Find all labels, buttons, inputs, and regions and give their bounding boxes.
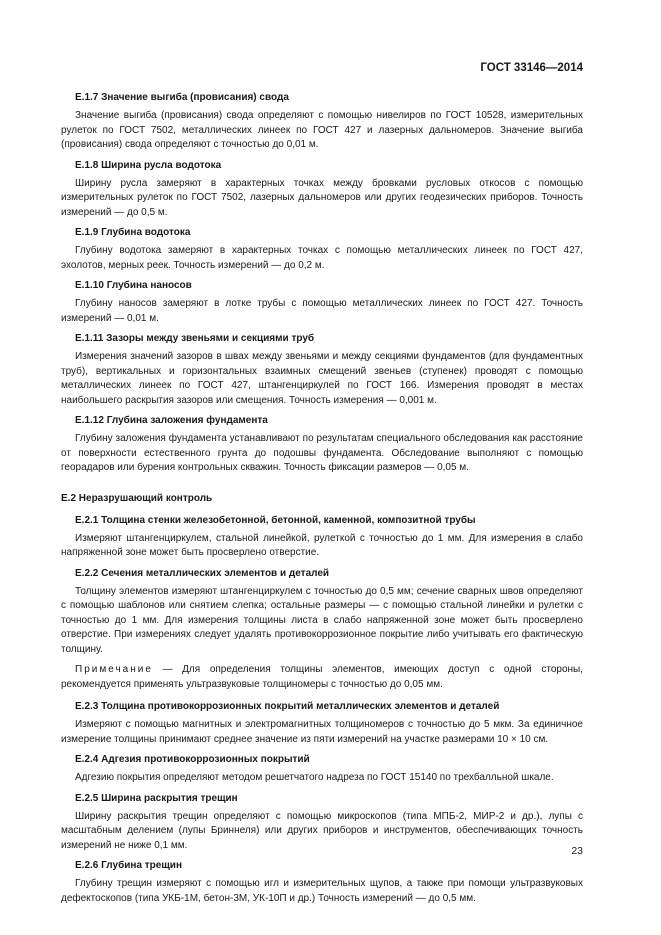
section-e1-10: [61, 279, 583, 326]
section-heading: Е.1.9 Глубина водотока: [75, 227, 191, 238]
section-text: Измерения значений зазоров в швах между звеньями и между секциями фундаментов (для фундаментных труб), вертикальных и горизонтальных взаимных смещений звеньев (ступенек) проводят с помощью металлических линеек по ГОСТ 427, штангенциркулей по ГОСТ 166. Измерения проводят в местах наибольшего раскрытия зазоров или смещения. Точность измерения — 0,001 м.: [61, 351, 583, 406]
section-heading: Е.2.1 Толщина стенки железобетонной, бетонной, каменной, композитной трубы: [75, 514, 476, 526]
section-e2-5: [61, 792, 583, 854]
section-heading: Е.1.12 Глубина заложения фундамента: [75, 415, 268, 426]
section-heading: Е.1.11 Зазоры между звеньями и секциями труб: [75, 333, 315, 344]
section-text: Измеряют штангенциркулем, стальной линейкой, рулеткой с точностью до 1 мм. Для измерения в слабо напряженной зоне может быть просверлено отверстие.: [61, 532, 583, 558]
page-number: 23: [571, 845, 583, 857]
section-e2-3: [61, 700, 583, 747]
section-text: Ширину раскрытия трещин определяют с помощью микроскопов (типа МПБ-2, МИР-2 и др.), лупы с масштабным делением (лупы Бриннеля) или других приборов и инструментов, обеспечивающих точность измерений не ниже 0,1 мм.: [61, 810, 583, 851]
note-text: — Для определения толщины элементов, имеющих доступ с одной стороны, рекомендуется применять ультразвуковые толщиномеры с точностью до 0,05 мм.: [61, 664, 583, 690]
section-e2-heading: Е.2 Неразрушающий контроль: [61, 492, 213, 504]
section-text: Значение выгиба (провисания) свода определяют с помощью нивелиров по ГОСТ 10528, измерительных рулеток по ГОСТ 7502, металлических линеек по ГОСТ 427 и лазерных дальномеров. Значение выгиба (провисания) свода определяют с точностью до 0,01 м.: [61, 110, 583, 150]
section-e2-2: [61, 567, 583, 693]
section-e2-6: [61, 859, 583, 906]
section-heading: Е.2.5 Ширина раскрытия трещин: [75, 792, 238, 804]
section-heading: Е.2.3 Толщина противокоррозионных покрытий металлических элементов и деталей: [75, 701, 500, 712]
section-text: Измеряют с помощью магнитных и электромагнитных толщиномеров с точностью до 5 мкм. За единичное измерение толщины принимают среднее значение из пяти измерений на участке размерами 10 × 10 см.: [61, 719, 583, 745]
section-e2-1: [61, 514, 583, 561]
section-heading: Е.1.8 Ширина русла водотока: [75, 159, 222, 171]
note-label: Примечание: [75, 664, 153, 675]
section-e1-7: [61, 91, 583, 153]
section-heading: Е.1.7 Значение выгиба (провисания) свода: [75, 92, 289, 103]
section-heading: Е.2.4 Адгезия противокоррозионных покрытий: [75, 754, 310, 765]
section-e1-12: [61, 414, 583, 476]
section-heading: Е.1.10 Глубина наносов: [75, 280, 192, 291]
section-text: Адгезию покрытия определяют методом решетчатого надреза по ГОСТ 15140 по трехбалльной шкале.: [75, 772, 554, 783]
page-content: [61, 91, 583, 912]
section-text: Глубину трещин измеряют с помощью игл и измерительных щупов, а также при помощи ультразвуковых дефектоскопов (типа УКБ-1М, бетон-3М, УК-10П и др.) Точность измерений — до 0,5 мм.: [61, 878, 583, 904]
section-text: Ширину русла замеряют в характерных точках между бровками русловых откосов с помощью измерительных рулеток по ГОСТ 7502, лазерных дальномеров или других геодезических приборов. Точность измерений — до 0,5 м.: [61, 177, 583, 218]
document-header: ГОСТ 33146—2014: [480, 62, 583, 74]
section-text: Глубину водотока замеряют в характерных точках с помощью металлических линеек по ГОСТ 427, эхолотов, мерных реек. Точность измерений — до 0,2 м.: [61, 245, 583, 271]
section-e2-4: [61, 753, 583, 786]
note: [61, 663, 583, 692]
section-e1-9: [61, 226, 583, 273]
section-e1-11: [61, 332, 583, 408]
section-e1-8: [61, 159, 583, 221]
section-heading: Е.2.2 Сечения металлических элементов и деталей: [75, 567, 330, 579]
section-text: Глубину наносов замеряют в лотке трубы с помощью металлических линеек по ГОСТ 427. Точность измерений — 0,01 м.: [61, 298, 583, 324]
section-text: Глубину заложения фундамента устанавливают по результатам специального обследования как расстояние от поверхности естественного грунта до подошвы фундамента. Обследование выполняют с помощью георадаров или бурения контрольных скважин. Точность фиксации размеров — 0,05 м.: [61, 433, 583, 473]
section-heading: Е.2.6 Глубина трещин: [75, 860, 182, 871]
section-text: Толщину элементов измеряют штангенциркулем с точностью до 0,5 мм; сечение сварных швов определяют с помощью шаблонов или снятием слепка; остальные размеры — с помощью стальной линейки и рулетки с точностью до 1 мм. Для измерения толщины листа в слабо напряженной зоне может быть просверлено отверстие. При измерениях следует удалять противокоррозионное покрытие либо учитывать его фактическую толщину.: [61, 585, 583, 655]
